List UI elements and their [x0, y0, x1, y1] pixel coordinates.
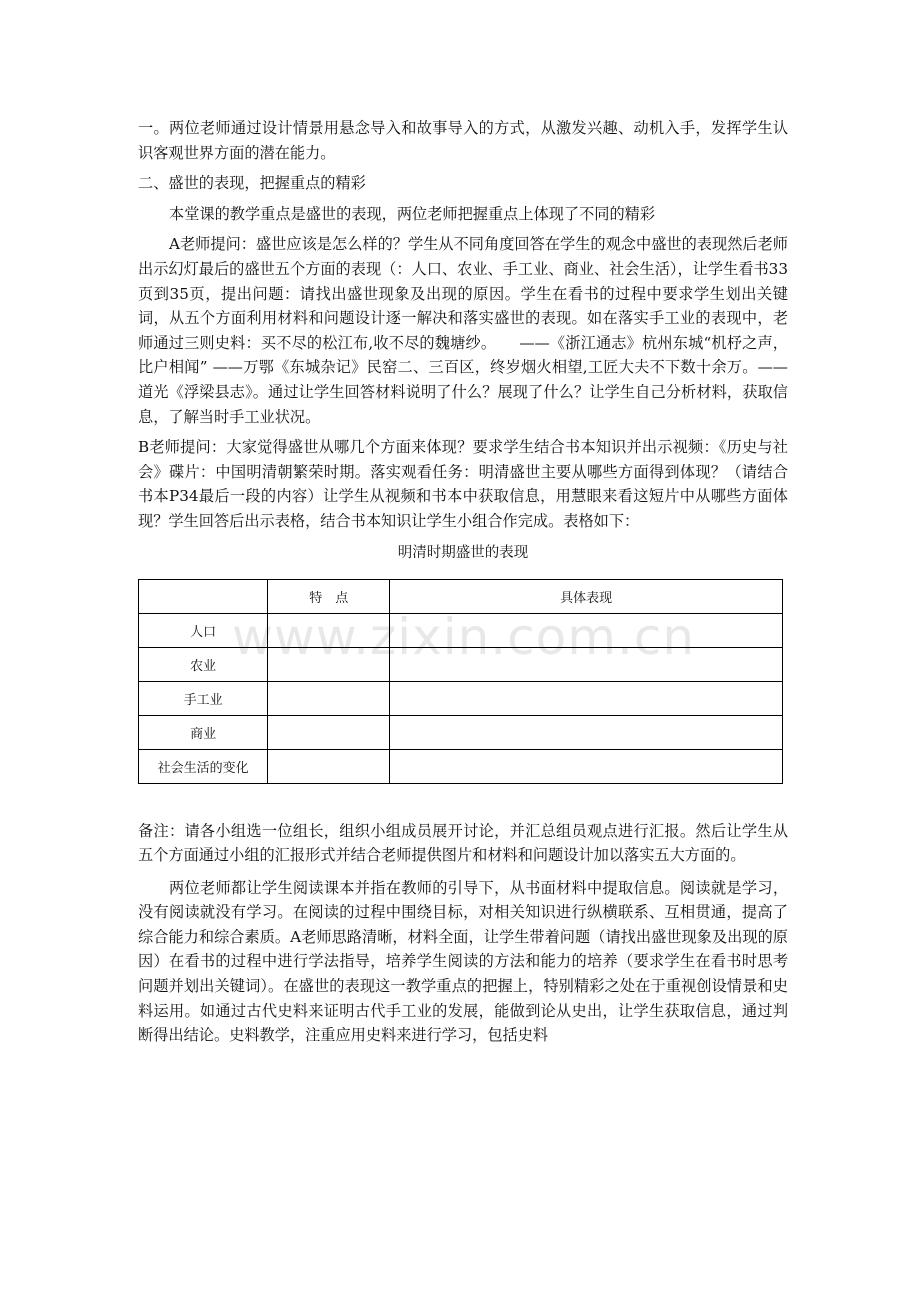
document-page [138, 116, 788, 1048]
paragraph-intro: 一。两位老师通过设计情景用悬念导入和故事导入的方式，从激发兴趣、动机入手，发挥学生认识客观世界方面的潜在能力。 [138, 119, 788, 162]
row-label: 人口 [139, 613, 268, 647]
header-cell-empty [139, 579, 268, 613]
table-row [139, 681, 783, 715]
table-cell [268, 681, 390, 715]
table-cell [268, 749, 390, 783]
table-caption: 明清时期盛世的表现 [397, 544, 529, 561]
paragraph-note: 备注：请各小组选一位组长，组织小组成员展开讨论，并汇总组员观点进行汇报。然后让学生从五个方面通过小组的汇报形式并结合老师提供图片和材料和问题设计加以落实五大方面的。 [138, 821, 788, 865]
paragraph-teacher-a: A老师提问：盛世应该是怎么样的？学生从不同角度回答在学生的观念中盛世的表现然后老师出示幻灯最后的盛世五个方面的表现（：人口、农业、手工业、商业、社会生活），让学生看书33页到35页，提出问题：请找出盛世现象及出现的原因。学生在看书的过程中要求学生划出关键词，从五个方面利用材料和问题设计逐一解决和落实盛世的表现。如在落实手工业的表现中，老师通过三则史料：买不尽的松江布,收不尽的魏塘纱。 ——《浙江通志》杭州东城“机杼之声，比户相闻” ——万鄂《东城杂记》民窑二、三百区，终岁烟火相望,工匠大夫不下数十余万。——道光《浮梁县志》。通过让学生回答材料说明了什么？展现了什么？让学生自己分析材料，获取信息，了解当时手工业状况。 [138, 235, 788, 426]
row-label: 手工业 [139, 681, 268, 715]
table-row [139, 749, 783, 783]
table-header-row [139, 579, 783, 613]
table-cell [268, 715, 390, 749]
table-cell [268, 647, 390, 681]
table-row [139, 715, 783, 749]
row-label: 商业 [139, 715, 268, 749]
paragraph-teacher-b: B老师提问：大家觉得盛世从哪几个方面来体现？要求学生结合书本知识并出示视频：《历史与社会》碟片：中国明清朝繁荣时期。落实观看任务：明清盛世主要从哪些方面得到体现？（请结合书本P34最后一段的内容）让学生从视频和书本中获取信息，用慧眼来看这短片中从哪些方面体现？学生回答后出示表格，结合书本知识让学生小组合作完成。表格如下： [138, 438, 788, 530]
row-label: 农业 [139, 647, 268, 681]
header-cell-detail: 具体表现 [390, 579, 783, 613]
paragraph-summary: 两位老师都让学生阅读课本并指在教师的引导下，从书面材料中提取信息。阅读就是学习，没有阅读就没有学习。在阅读的过程中围绕目标，对相关知识进行纵横联系、互相贯通，提高了综合能力和综合素质。A老师思路清晰，材料全面，让学生带着问题（请找出盛世现象及出现的原因）在看书的过程中进行学法指导，培养学生阅读的方法和能力的培养（要求学生在看书时思考问题并划出关键词）。在盛世的表现这一教学重点的把握上，特别精彩之处在于重视创设情景和史料运用。如通过古代史料来证明古代手工业的发展，能做到论从史出，让学生获取信息，通过判断得出结论。史料教学，注重应用史料来进行学习，包括史料 [138, 878, 788, 1045]
prosperity-table [138, 579, 783, 784]
header-cell-feature: 特 点 [268, 579, 390, 613]
table-cell [268, 613, 390, 647]
table-cell [390, 715, 783, 749]
table-row [139, 613, 783, 647]
table-cell [390, 749, 783, 783]
table-row [139, 647, 783, 681]
paragraph-focus: 本堂课的教学重点是盛世的表现，两位老师把握重点上体现了不同的精彩 [169, 204, 655, 223]
table-cell [390, 613, 783, 647]
section-heading: 二、盛世的表现，把握重点的精彩 [138, 174, 366, 193]
table-cell [390, 681, 783, 715]
row-label: 社会生活的变化 [139, 749, 268, 783]
watermark: www.zixin.com.cn [232, 608, 696, 666]
table-cell [390, 647, 783, 681]
